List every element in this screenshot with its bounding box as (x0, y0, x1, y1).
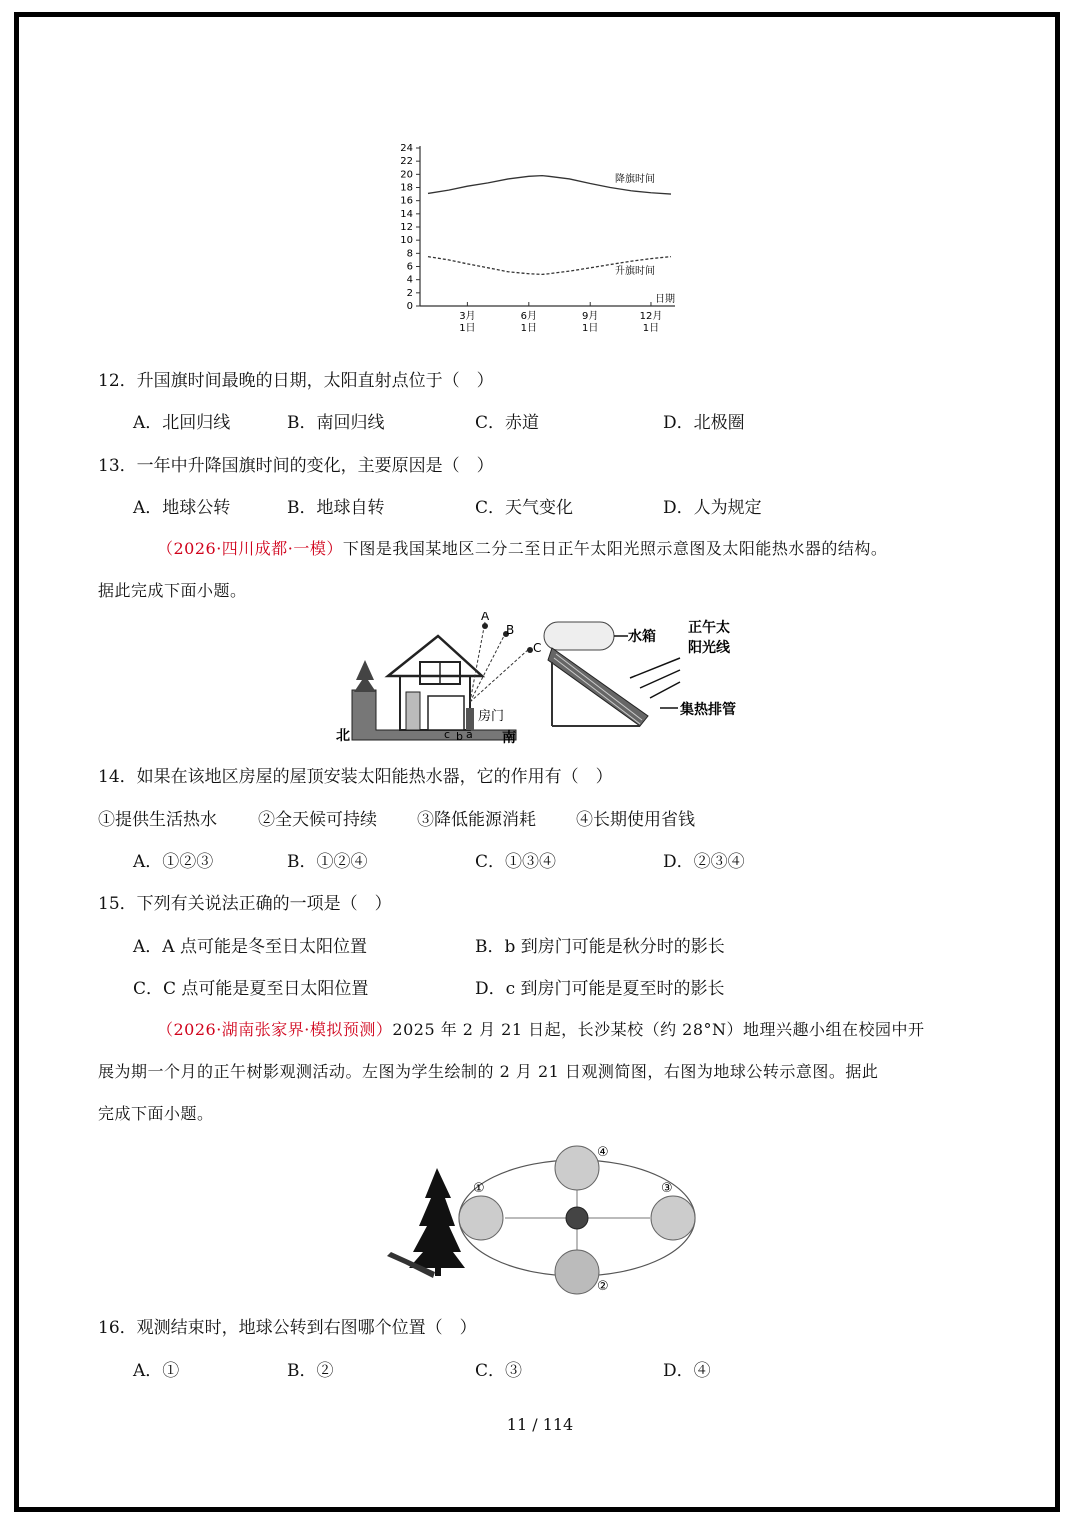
y-tick-label: 0 (406, 301, 413, 312)
y-tick-label: 20 (400, 169, 413, 181)
q12-option-d[interactable]: D．北极圈 (663, 413, 745, 433)
x-tick-day: 1日 (642, 323, 660, 334)
q16-option-a[interactable]: A．① (133, 1361, 180, 1381)
house-roof (388, 636, 482, 676)
label-b: B (506, 623, 515, 637)
q16-option-d[interactable]: D．④ (663, 1361, 711, 1381)
y-tick-label: 18 (400, 182, 413, 194)
q14-item-3: ③降低能源消耗 (417, 810, 536, 830)
q12-option-a[interactable]: A．北回归线 (133, 413, 231, 433)
house-solar-figure (330, 612, 770, 748)
sun-point-a (482, 623, 488, 629)
label-c: C (533, 641, 542, 655)
q15-option-b[interactable]: B．b 到房门可能是秋分时的影长 (475, 937, 725, 957)
question-16-stem: 16．观测结束时，地球公转到右图哪个位置（ ） (98, 1318, 477, 1338)
question-15-stem: 15．下列有关说法正确的一项是（ ） (98, 894, 392, 914)
earth-position-4 (555, 1146, 599, 1190)
shadow-a: a (466, 728, 473, 741)
earth-position-3 (651, 1196, 695, 1240)
q12-option-b[interactable]: B．南回归线 (287, 413, 385, 433)
q15-option-a[interactable]: A．A 点可能是冬至日太阳位置 (133, 937, 367, 957)
q14-option-c[interactable]: C．①③④ (475, 852, 557, 872)
sun-ray-label-2: 阳光线 (688, 640, 730, 656)
door-label: 房门 (478, 709, 505, 724)
y-tick-label: 24 (400, 143, 413, 154)
q14-item-1: ①提供生活热水 (98, 810, 217, 830)
question-13-stem: 13．一年中升降国旗时间的变化，主要原因是（ ） (98, 456, 494, 476)
y-tick-label: 10 (400, 235, 413, 247)
x-tick-month: 3月 (459, 311, 476, 322)
orbit-label-4: ④ (597, 1145, 609, 1160)
question-14-stem: 14．如果在该地区房屋的屋顶安装太阳能热水器，它的作用有（ ） (98, 767, 613, 787)
q14-option-b[interactable]: B．①②④ (287, 852, 368, 872)
flag-time-chart (380, 138, 700, 348)
tree-orbit-figure (385, 1140, 715, 1295)
sun-icon (566, 1207, 588, 1229)
tree-icon (409, 1168, 465, 1276)
q15-option-c[interactable]: C．C 点可能是夏至日太阳位置 (133, 979, 369, 999)
small-tree-icon (354, 660, 376, 692)
intro-2-line-3: 完成下面小题。 (98, 1104, 214, 1123)
y-tick-label: 4 (406, 274, 413, 286)
tube-label: 集热排管 (680, 702, 736, 718)
south-label: 南 (502, 730, 516, 746)
orbit-label-1: ① (473, 1181, 485, 1196)
water-tank (544, 622, 614, 650)
lower-room (428, 696, 464, 730)
x-tick-month: 9月 (582, 311, 599, 322)
earth-position-1 (459, 1196, 503, 1240)
tank-label: 水箱 (628, 629, 656, 645)
x-tick-month: 6月 (520, 311, 537, 322)
raising-time-label: 升旗时间 (615, 266, 655, 277)
q16-option-c[interactable]: C．③ (475, 1361, 523, 1381)
intro-1-text: 下图是我国某地区二分二至日正午太阳光照示意图及太阳能热水器的结构。 (342, 539, 888, 558)
intro-2-line-2: 展为期一个月的正午树影观测活动。左图为学生绘制的 2 月 21 日观测简图，右图为地球公转示意图。据此 (98, 1062, 879, 1081)
x-tick-month: 12月 (639, 311, 663, 322)
door-post (466, 708, 474, 730)
earth-position-2 (555, 1250, 599, 1294)
q14-option-a[interactable]: A．①②③ (133, 852, 214, 872)
q15-option-d[interactable]: D．c 到房门可能是夏至时的影长 (475, 979, 725, 999)
q16-option-b[interactable]: B．② (287, 1361, 334, 1381)
x-tick-day: 1日 (459, 323, 476, 334)
x-tick-day: 1日 (582, 323, 599, 334)
north-label: 北 (336, 728, 350, 744)
y-tick-label: 12 (400, 222, 413, 233)
intro-1-source: （2026·四川成都·一模） (157, 539, 343, 558)
intro-2-line-1 (157, 1017, 925, 1040)
intro-2-text-1: 2025 年 2 月 21 日起，长沙某校（约 28°N）地理兴趣小组在校园中开 (392, 1020, 925, 1039)
orbit-label-3: ③ (661, 1181, 673, 1196)
y-tick-label: 2 (406, 287, 413, 299)
q14-item-2: ②全天候可持续 (258, 810, 377, 830)
q14-item-4: ④长期使用省钱 (576, 810, 695, 830)
lowering-time-label: 降旗时间 (615, 174, 655, 185)
shadow-b: b (456, 730, 463, 743)
q13-option-c[interactable]: C．天气变化 (475, 498, 574, 518)
sun-ray-label-1: 正午太 (688, 620, 730, 636)
q13-option-b[interactable]: B．地球自转 (287, 498, 385, 518)
shadow-c: c (444, 728, 451, 741)
question-12-stem: 12．升国旗时间最晚的日期，太阳直射点位于（ ） (98, 371, 494, 391)
x-axis-label: 日期 (655, 294, 675, 305)
q12-option-c[interactable]: C．赤道 (475, 413, 540, 433)
q13-option-d[interactable]: D．人为规定 (663, 498, 762, 518)
y-tick-label: 22 (400, 156, 413, 168)
q13-option-a[interactable]: A．地球公转 (133, 498, 231, 518)
q14-option-d[interactable]: D．②③④ (663, 852, 745, 872)
intro-1-line-1 (157, 536, 887, 559)
y-tick-label: 16 (400, 195, 413, 207)
y-tick-label: 8 (406, 248, 413, 260)
y-tick-label: 14 (400, 208, 413, 220)
x-tick-day: 1日 (520, 323, 537, 334)
page-number: 11 / 114 (506, 1415, 574, 1434)
y-tick-label: 6 (406, 261, 413, 273)
orbit-label-2: ② (597, 1279, 609, 1294)
intro-1-line-2: 据此完成下面小题。 (98, 581, 247, 600)
intro-2-source: （2026·湖南张家界·模拟预测） (157, 1020, 393, 1039)
label-a: A (481, 612, 490, 623)
porch-pillar (406, 692, 420, 730)
